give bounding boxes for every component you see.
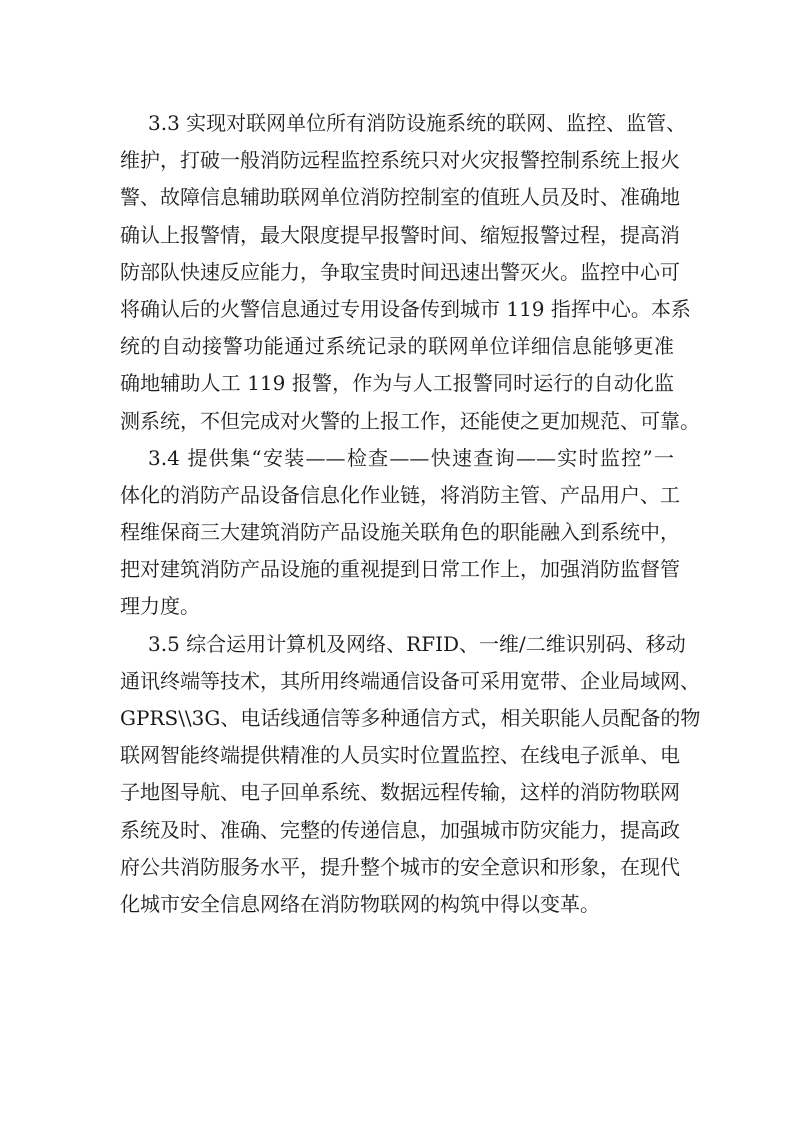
text-line: 系统及时、准确、完整的传递信息，加强城市防灾能力，提高政 <box>120 817 680 842</box>
paragraph-3-5 <box>120 626 701 924</box>
text-line: 3.4 提供集“安装——检查——快速查询——实时监控”一 <box>148 445 674 470</box>
text-line: 子地图导航、电子回单系统、数据远程传输，这样的消防物联网 <box>120 780 680 805</box>
text-line: 防部队快速反应能力，争取宝贵时间迅速出警灭火。监控中心可 <box>120 259 680 284</box>
text-line: 程维保商三大建筑消防产品设施关联角色的职能融入到系统中， <box>120 520 680 545</box>
text-line: 化城市安全信息网络在消防物联网的构筑中得以变革。 <box>120 891 600 916</box>
text-line: GPRS\\3G、电话线通信等多种通信方式，相关职能人员配备的物 <box>120 706 701 730</box>
text-line: 确地辅助人工 119 报警，作为与人工报警同时运行的自动化监 <box>120 371 674 396</box>
text-line: 3.5 综合运用计算机及网络、RFID、一维/二维识别码、移动 <box>148 631 686 656</box>
paragraph-3-3 <box>120 105 700 440</box>
text-line: 维护，打破一般消防远程监控系统只对火灾报警控制系统上报火 <box>120 148 680 173</box>
text-line: 警、故障信息辅助联网单位消防控制室的值班人员及时、准确地 <box>120 185 680 210</box>
document-page <box>120 105 701 923</box>
text-line: 3.3 实现对联网单位所有消防设施系统的联网、监控、监管、 <box>148 111 687 135</box>
text-line: 确认上报警情，最大限度提早报警时间、缩短报警过程，提高消 <box>120 222 680 247</box>
text-line: 府公共消防服务水平，提升整个城市的安全意识和形象，在现代 <box>120 854 680 879</box>
text-line: 联网智能终端提供精准的人员实时位置监控、在线电子派单、电 <box>120 743 680 768</box>
text-line: 测系统，不但完成对火警的上报工作，还能使之更加规范、可靠。 <box>120 408 700 433</box>
text-line: 理力度。 <box>120 594 200 619</box>
paragraph-3-4 <box>120 440 680 626</box>
text-line: 通讯终端等技术，其所用终端通信设备可采用宽带、企业局域网、 <box>120 668 700 693</box>
text-line: 将确认后的火警信息通过专用设备传到城市 119 指挥中心。本系 <box>120 296 691 321</box>
text-line: 统的自动接警功能通过系统记录的联网单位详细信息能够更准 <box>120 334 674 359</box>
text-line: 体化的消防产品设备信息化作业链，将消防主管、产品用户、工 <box>120 482 680 507</box>
text-line: 把对建筑消防产品设施的重视提到日常工作上，加强消防监督管 <box>120 557 680 582</box>
